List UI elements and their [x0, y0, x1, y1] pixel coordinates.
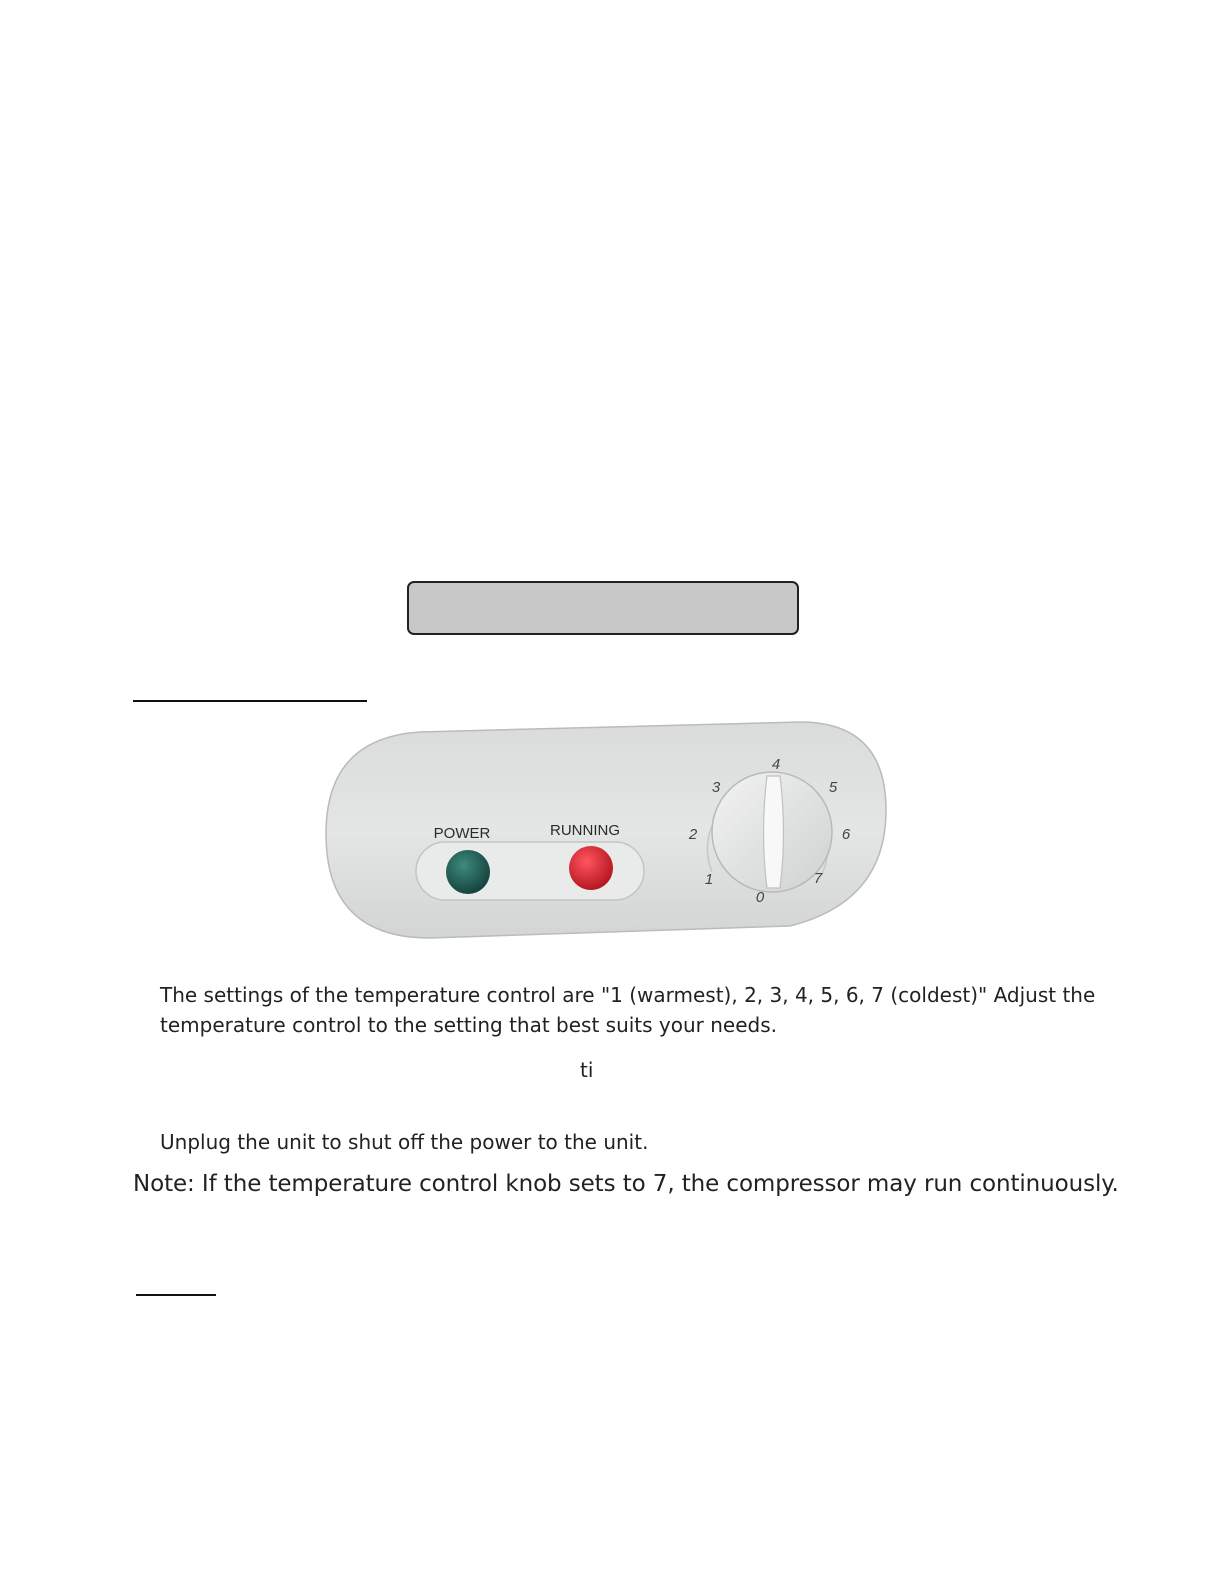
temperature-control-panel-image — [320, 712, 892, 948]
power-indicator-light — [446, 850, 490, 894]
unplug-instruction: Unplug the unit to shut off the power to the unit. — [160, 1130, 649, 1154]
knob-grip — [764, 776, 784, 888]
dial-number-1: 1 — [704, 871, 714, 888]
dial-number-0: 0 — [755, 889, 765, 906]
temperature-settings-paragraph: The settings of the temperature control are "1 (warmest), 2, 3, 4, 5, 6, 7 (coldest)" Adjust the temperature control to the setting that best suits your needs. — [160, 983, 1096, 1037]
next-section-heading-underline — [136, 1294, 216, 1296]
dial-number-4: 4 — [771, 756, 781, 773]
section-heading-underline — [133, 700, 367, 702]
compressor-note: Note: If the temperature control knob sets to 7, the compressor may run continuously. — [133, 1171, 1119, 1197]
stray-glyph-text: ti — [580, 1058, 594, 1082]
running-indicator-light — [569, 846, 613, 890]
dial-number-2: 2 — [688, 826, 698, 843]
power-label: POWER — [433, 825, 491, 842]
dial-number-5: 5 — [828, 779, 838, 796]
dial-number-3: 3 — [711, 779, 721, 796]
section-header-box — [407, 581, 799, 635]
dial-number-7: 7 — [813, 870, 823, 887]
dial-number-6: 6 — [841, 826, 851, 843]
running-label: RUNNING — [550, 822, 620, 839]
